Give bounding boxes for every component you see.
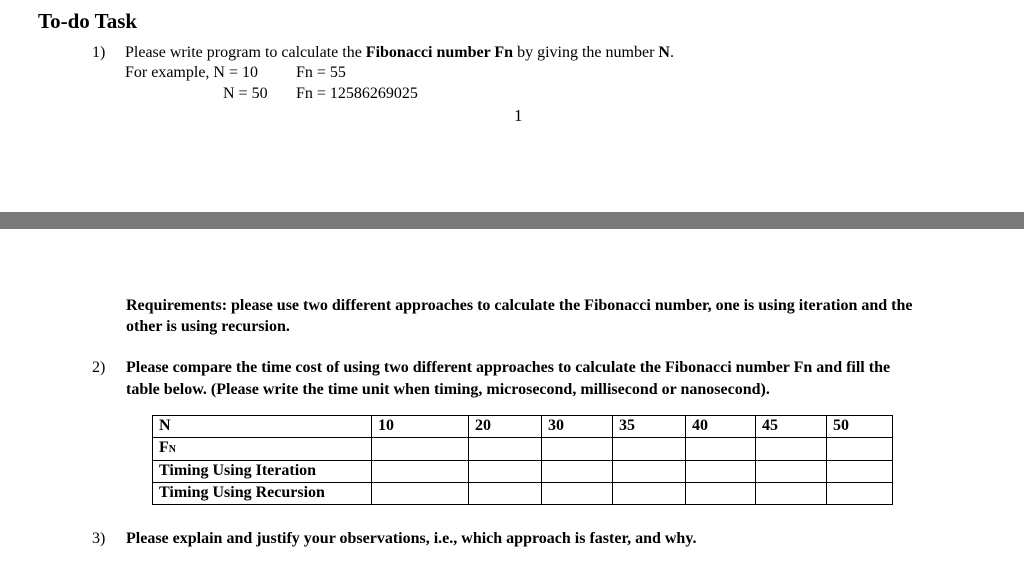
table-cell[interactable] [613, 483, 686, 505]
page-number: 1 [514, 106, 523, 125]
table-header-cell: 45 [756, 416, 827, 438]
table-cell[interactable] [686, 483, 756, 505]
table-row-iteration [153, 461, 893, 483]
table-header-row [153, 416, 893, 438]
row-label-recursion: Timing Using Recursion [153, 483, 372, 505]
table-header-cell: 20 [469, 416, 542, 438]
table-header-cell: 35 [613, 416, 686, 438]
table-cell[interactable] [469, 483, 542, 505]
task1-text-pre: Please write program to calculate the [125, 44, 366, 61]
table-cell[interactable] [372, 483, 469, 505]
page-title: To-do Task [38, 9, 138, 33]
task1-text [125, 44, 674, 62]
table-cell[interactable] [756, 483, 827, 505]
table-row-fn [153, 438, 893, 461]
example-fn55: Fn = 55 [296, 64, 346, 81]
requirements-line2: other is using recursion. [126, 318, 290, 335]
row-label-fn [153, 438, 372, 461]
table-cell[interactable] [542, 483, 613, 505]
table-cell[interactable] [756, 438, 827, 461]
table-cell[interactable] [756, 461, 827, 483]
fn-label-main: F [159, 439, 169, 456]
table-cell[interactable] [469, 438, 542, 461]
task1-text-mid: by giving the number [513, 44, 659, 61]
task1-bold-fn: Fibonacci number Fn [365, 44, 514, 61]
task1-number: 1) [92, 44, 106, 61]
task2-line2: table below. (Please write the time unit when timing, microsecond, millisecond or nanosecond). [126, 381, 770, 398]
table-header-cell: 50 [827, 416, 893, 438]
table-cell[interactable] [827, 483, 893, 505]
table-header-cell: 10 [372, 416, 469, 438]
table-cell[interactable] [827, 461, 893, 483]
task3-number: 3) [92, 530, 106, 547]
table-header-cell: N [153, 416, 372, 438]
requirements-line1: Requirements: please use two different approaches to calculate the Fibonacci number, one is using iteration and the [126, 297, 913, 314]
table-cell[interactable] [542, 461, 613, 483]
table-cell[interactable] [542, 438, 613, 461]
page-divider [0, 212, 1024, 229]
timing-table [152, 415, 893, 505]
table-header-cell: 30 [542, 416, 613, 438]
task3-text: Please explain and justify your observations, i.e., which approach is faster, and why. [126, 530, 697, 547]
row-label-iteration: Timing Using Iteration [153, 461, 372, 483]
table-cell[interactable] [613, 438, 686, 461]
table-cell[interactable] [686, 438, 756, 461]
table-cell[interactable] [372, 461, 469, 483]
table-cell[interactable] [686, 461, 756, 483]
example-fn50: Fn = 12586269025 [296, 85, 418, 102]
example-n10: For example, N = 10 [125, 64, 258, 81]
task2-line1: Please compare the time cost of using two different approaches to calculate the Fibonacci number Fn and fill the [126, 359, 891, 376]
fn-label-sub: N [168, 444, 177, 455]
table-cell[interactable] [469, 461, 542, 483]
table-row-recursion [153, 483, 893, 505]
example-n50: N = 50 [223, 85, 268, 102]
table-cell[interactable] [613, 461, 686, 483]
task1-bold-n: N [658, 44, 670, 61]
table-header-cell: 40 [686, 416, 756, 438]
table-cell[interactable] [372, 438, 469, 461]
task2-number: 2) [92, 359, 106, 376]
table-cell[interactable] [827, 438, 893, 461]
task1-text-end: . [669, 44, 674, 61]
